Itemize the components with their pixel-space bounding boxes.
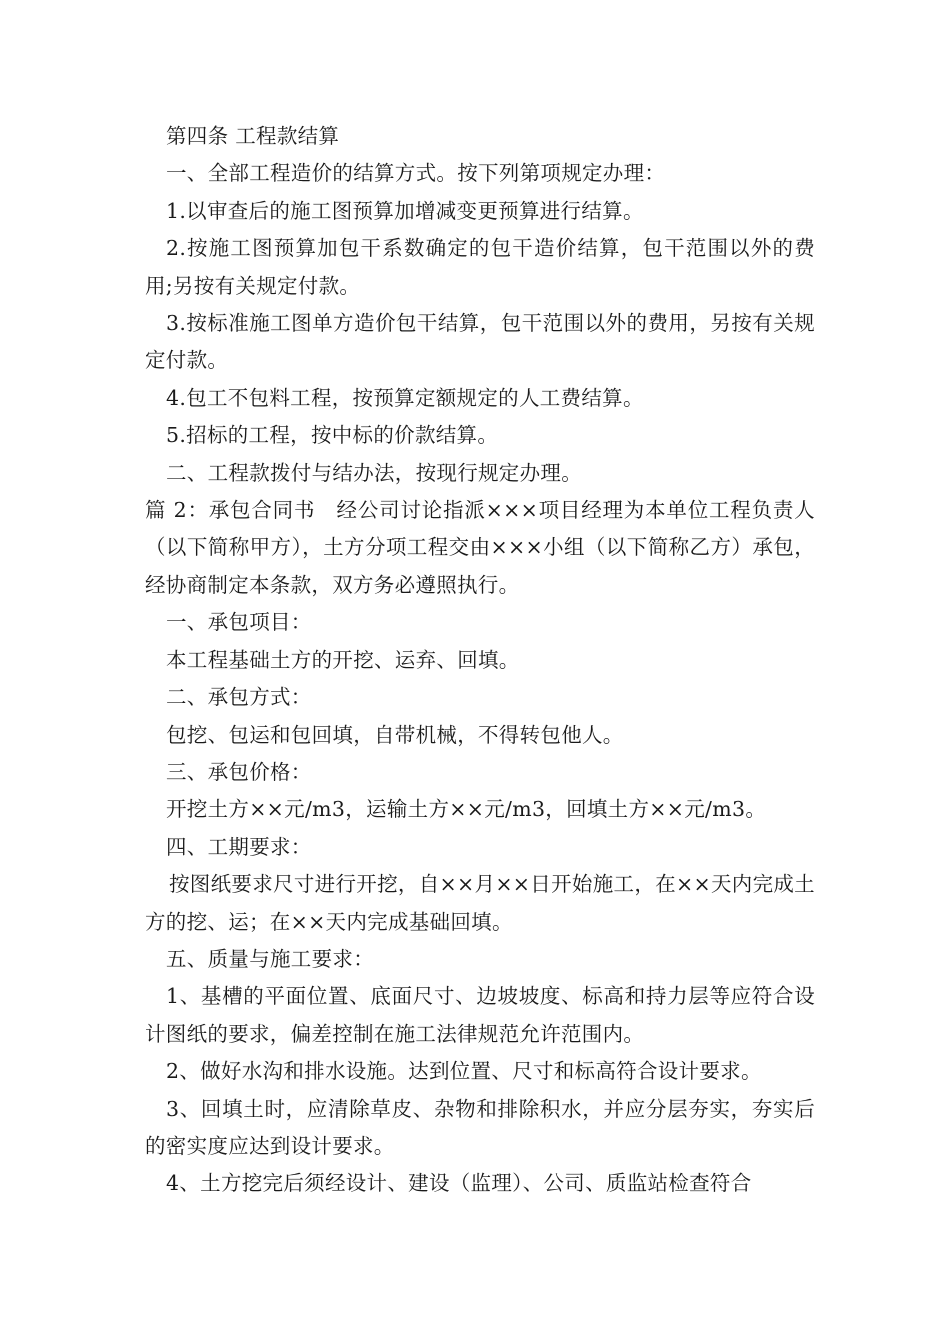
section-heading-contract-items: 一、承包项目： [166,610,312,635]
section-heading-article-4: 第四条 工程款结算 [166,124,340,148]
document-body [145,118,815,1203]
section-heading-schedule: 四、工期要求： [166,834,312,859]
section-heading-quality: 五、质量与施工要求： [166,946,374,971]
section-heading-contract-method: 二、承包方式： [166,685,312,710]
quality-item-1: 1、基槽的平面位置、底面尺寸、边坡坡度、标高和持力层等应符合设计图纸的要求，偏差控制在施工法律规范允许范围内。 [145,984,815,1046]
list-item-2: 2.按施工图预算加包干系数确定的包干造价结算，包干范围以外的费用;另按有关规定付款。 [145,236,815,298]
paragraph-contract-items: 本工程基础土方的开挖、运弃、回填。 [166,647,520,672]
list-item-3: 3.按标准施工图单方造价包干结算，包干范围以外的费用，另按有关规定付款。 [145,311,815,373]
paragraph-settlement-method: 一、全部工程造价的结算方式。按下列第项规定办理： [166,161,666,186]
list-item-5: 5.招标的工程，按中标的价款结算。 [166,423,499,448]
paragraph-contract-method: 包挖、包运和包回填，自带机械，不得转包他人。 [166,722,624,747]
paragraph-schedule: 按图纸要求尺寸进行开挖，自××月××日开始施工，在××天内完成土方的挖、运；在××天内完成基础回填。 [145,872,815,934]
list-item-4: 4.包工不包料工程，按预算定额规定的人工费结算。 [166,385,644,410]
section-heading-contract-price: 三、承包价格： [166,759,312,784]
paragraph-contract-intro: 篇 2：承包合同书 经公司讨论指派×××项目经理为本单位工程负责人（以下简称甲方），土方分项工程交由×××小组（以下简称乙方）承包，经协商制定本条款，双方务必遵照执行。 [145,498,815,597]
quality-item-2: 2、做好水沟和排水设施。达到位置、尺寸和标高符合设计要求。 [166,1059,762,1084]
quality-item-3: 3、回填土时，应清除草皮、杂物和排除积水，并应分层夯实，夯实后的密实度应达到设计要求。 [145,1096,815,1158]
paragraph-contract-price: 开挖土方××元/m3，运输土方××元/m3，回填土方××元/m3。 [166,797,767,822]
quality-item-4: 4、土方挖完后须经设计、建设（监理）、公司、质监站检查符合 [166,1171,752,1196]
list-item-1: 1.以审查后的施工图预算加增减变更预算进行结算。 [166,198,644,223]
paragraph-payment-method: 二、工程款拨付与结办法，按现行规定办理。 [166,460,582,485]
